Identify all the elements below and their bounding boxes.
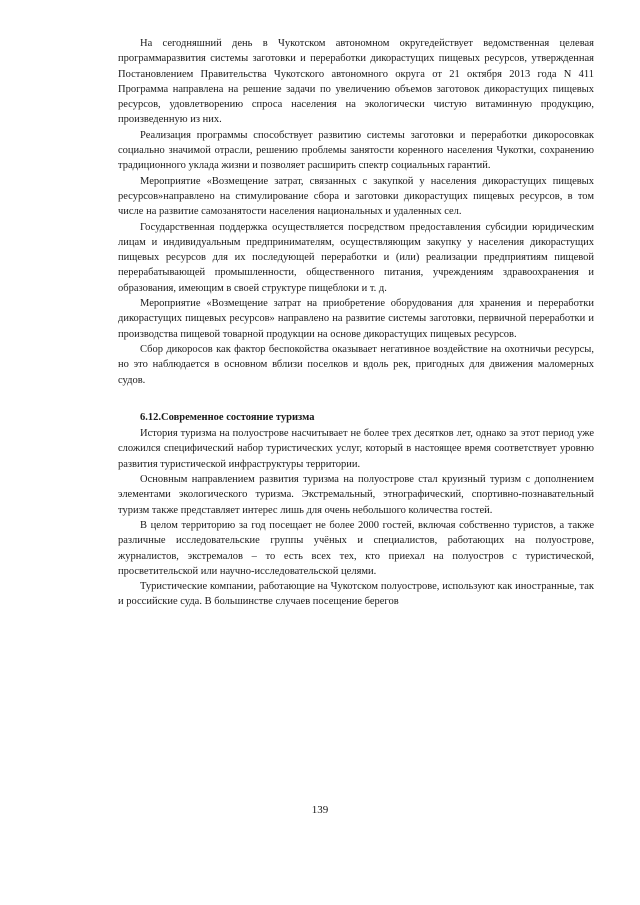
page-body (118, 36, 594, 610)
paragraph-program-overview: На сегодняшний день в Чукотском автономном округедействует ведомственная целевая программаразвития системы заготовки и переработки дикорастущих пищевых ресурсов, утвержденная Постановлением Правительства Чукотского автономного округа от 21 октября 2013 года N 411 Программа направлена на решение задачи по увеличению объемов заготовок дикорастущих пищевых ресурсов, удовлетворению спроса населения на экологически чистую витаминную продукцию, произведенную из них. (118, 38, 594, 126)
paragraph-program-implementation: Реализация программы способствует развитию системы заготовки и переработки дикоросовкак социально значимой отрасли, решению проблемы занятости коренного населения Чукотки, сохранению традиционного уклада жизни и позволяет расширить спектр социальных гарантий. (118, 129, 594, 172)
paragraph-tour-companies: Туристические компании, работающие на Чукотском полуострове, используют как иностранные, так и российские суда. В большинстве случаев посещение берегов (118, 581, 594, 608)
section-heading: 6.12.Современное состояние туризма (140, 411, 315, 423)
paragraph-state-support: Государственная поддержка осуществляется посредством предоставления субсидии юридическим лицам и индивидуальным предпринимателям, осуществляющим закупку у населения дикорастущих пищевых ресурсов для их последующей переработки и (или) реализации предприятиям пищевой перерабатывающей промышленности, общественного питания, учреждениям здравоохранения и образования, имеющим в своей структуре пищеблоки и т. д. (118, 221, 594, 294)
paragraph-visitors-count: В целом территорию за год посещает не более 2000 гостей, включая собственно туристов, а также различные исследовательские группы учёных и специалистов, работающих на полуострове, журналистов, экстремалов – то есть всех тех, кто приехал на полуостров с туристической, просветительской или научно-исследовательской целями. (118, 519, 594, 577)
paragraph-disturbance-factor: Сбор дикоросов как фактор беспокойства оказывает негативное воздействие на охотничьи ресурсы, но это наблюдается в основном вблизи поселков и вдоль рек, пригодных для движения маломерных судов. (118, 343, 594, 386)
paragraph-tourism-direction: Основным направлением развития туризма на полуострове стал круизный туризм с дополнением элементами экологического туризма. Экстремальный, этнографический, спортивно-познавательный туризм также представляет интерес лишь для очень небольшого количества гостей. (118, 474, 594, 516)
paragraph-tourism-history: История туризма на полуострове насчитывает не более трех десятков лет, однако за этот период уже сложился специфический набор туристических услуг, который в настоящее время соответствует уровню развития туристической инфраструктуры территории. (118, 428, 594, 470)
paragraph-equipment-compensation: Мероприятие «Возмещение затрат на приобретение оборудования для хранения и переработки дикорастущих пищевых ресурсов» направлено на развитие системы заготовки, первичной переработки и производства пищевой товарной продукции на основе дикорастущих пищевых ресурсов. (118, 298, 594, 340)
page-number: 139 (311, 804, 329, 816)
paragraph-compensation-purchase: Мероприятие «Возмещение затрат, связанных с закупкой у населения дикорастущих пищевых ресурсов»направлено на стимулирование сбора и заготовки дикорастущих пищевых ресурсов, в том числе на развитие самозанятости населения национальных и удаленных сел. (118, 175, 594, 218)
